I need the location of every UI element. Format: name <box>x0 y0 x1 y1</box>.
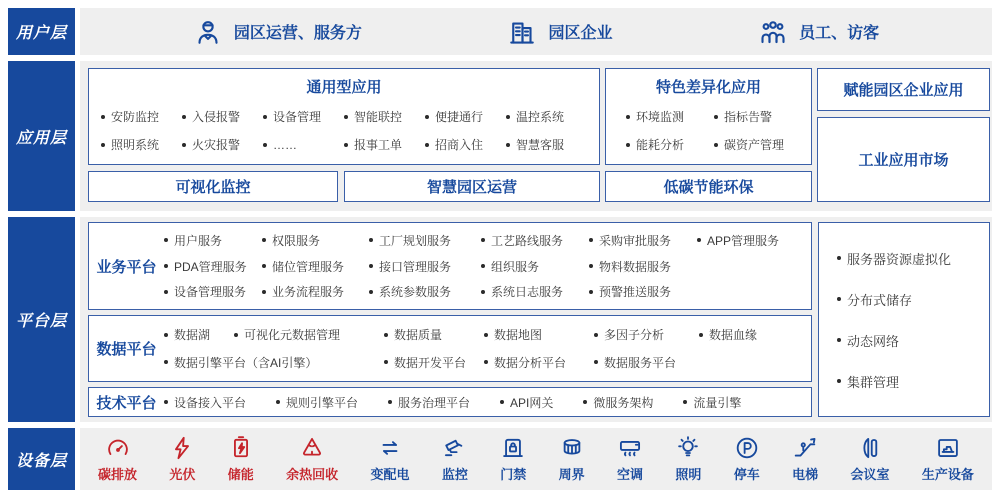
bullet-label: 分布式储存 <box>847 292 913 308</box>
bullet-label: 流量引擎 <box>693 395 742 410</box>
bullet-dot-icon <box>500 400 504 404</box>
bullet-label: 数据湖 <box>174 328 211 343</box>
user-group <box>193 17 362 47</box>
bullet-dot-icon <box>388 400 392 404</box>
bullet-label: …… <box>273 137 297 152</box>
bullet-item <box>182 108 263 125</box>
carbon-gauge-icon <box>105 435 131 461</box>
device-item <box>792 435 818 483</box>
bullet-dot-icon <box>369 238 373 242</box>
device-layer-band <box>8 428 992 490</box>
bullet-dot-icon <box>262 264 266 268</box>
bullet-label: 可视化元数据管理 <box>244 328 341 343</box>
platform-layer-band <box>8 217 992 422</box>
bullet-item <box>384 326 484 343</box>
device-label: 余热回收 <box>286 467 339 482</box>
bullet-dot-icon <box>589 264 593 268</box>
bullet-item <box>506 136 587 153</box>
bullet-item <box>262 232 369 249</box>
bullet-item <box>626 108 714 125</box>
device-item <box>98 435 137 483</box>
perimeter-icon <box>559 435 585 461</box>
bullet-dot-icon <box>101 115 105 119</box>
bullet-item <box>589 232 697 249</box>
business-row-1 <box>164 232 811 249</box>
bullet-label: 系统参数服务 <box>379 285 452 300</box>
bullet-item <box>714 136 811 153</box>
bullet-dot-icon <box>344 115 348 119</box>
smart-park-operation-banner: 智慧园区运营 <box>344 171 600 202</box>
bullet-item <box>506 108 587 125</box>
bullet-item <box>263 138 344 152</box>
bullet-dot-icon <box>837 338 841 342</box>
device-label: 碳排放 <box>98 467 138 482</box>
bullet-label: 环境监测 <box>636 110 685 124</box>
bullet-label: 采购审批服务 <box>599 233 672 248</box>
bullet-label: 入侵报警 <box>192 110 241 124</box>
bullet-label: PDA管理服务 <box>174 259 247 274</box>
bullet-item <box>425 108 506 125</box>
bullet-label: 招商入住 <box>435 138 484 152</box>
bullet-item <box>164 258 262 275</box>
device-label: 门禁 <box>500 467 527 482</box>
device-layer-label: 设备层 <box>8 428 75 490</box>
bullet-item <box>714 108 811 125</box>
device-label: 照明 <box>675 467 702 482</box>
battery-storage-icon <box>228 435 254 461</box>
bullet-label: 数据质量 <box>394 328 443 343</box>
production-equipment-icon <box>935 435 961 461</box>
bullet-item <box>164 232 262 249</box>
device-item <box>675 435 701 483</box>
bullet-dot-icon <box>101 143 105 147</box>
bullet-label: 接口管理服务 <box>379 259 452 274</box>
bullet-item <box>484 354 594 371</box>
bullet-label: 指标告警 <box>724 110 773 124</box>
bullet-dot-icon <box>164 238 168 242</box>
bullet-label: 规则引擎平台 <box>286 395 359 410</box>
data-row-2 <box>164 354 811 371</box>
device-label: 监控 <box>441 467 468 482</box>
solar-bolt-icon <box>169 435 195 461</box>
platform-layer-content <box>80 217 992 422</box>
bullet-dot-icon <box>626 143 630 147</box>
visual-monitoring-banner: 可视化监控 <box>88 171 338 202</box>
bullet-dot-icon <box>262 290 266 294</box>
bullet-item <box>369 283 481 300</box>
bullet-dot-icon <box>714 143 718 147</box>
access-lock-icon <box>500 435 526 461</box>
app-layer-band <box>8 61 992 211</box>
device-item <box>286 435 338 483</box>
bullet-label: 集群管理 <box>847 374 900 390</box>
bullet-label: 火灾报警 <box>192 138 241 152</box>
special-apps-rows <box>606 97 811 164</box>
bullet-dot-icon <box>837 379 841 383</box>
bullet-dot-icon <box>425 115 429 119</box>
bullet-item <box>344 108 425 125</box>
bullet-dot-icon <box>626 115 630 119</box>
bullet-dot-icon <box>484 360 488 364</box>
bullet-dot-icon <box>425 143 429 147</box>
power-transfer-icon <box>377 435 403 461</box>
bullet-item <box>697 232 811 249</box>
tech-platform-title: 技术平台 <box>96 394 157 412</box>
lighting-icon <box>675 435 701 461</box>
bullet-item <box>837 290 989 309</box>
device-label: 储能 <box>227 467 254 482</box>
bullet-label: 动态网络 <box>847 333 900 349</box>
bullet-label: 设备管理服务 <box>174 285 247 300</box>
empower-enterprise-box: 赋能园区企业应用 <box>817 68 990 111</box>
bullet-dot-icon <box>837 256 841 260</box>
bullet-dot-icon <box>506 115 510 119</box>
device-item <box>851 435 890 483</box>
general-apps-box <box>88 68 600 165</box>
bullet-label: 设备接入平台 <box>174 395 247 410</box>
app-layer-content <box>80 61 992 211</box>
user-groups <box>80 8 992 55</box>
device-label: 空调 <box>617 467 644 482</box>
business-row-3 <box>164 283 811 300</box>
bullet-dot-icon <box>384 360 388 364</box>
bullet-item <box>481 232 589 249</box>
user-group-label: 员工、访客 <box>799 25 880 42</box>
bullet-dot-icon <box>589 238 593 242</box>
bullet-label: 工艺路线服务 <box>491 233 564 248</box>
bullet-dot-icon <box>714 115 718 119</box>
bullet-item <box>263 108 344 125</box>
bullet-dot-icon <box>164 400 168 404</box>
bullet-dot-icon <box>182 115 186 119</box>
tech-platform-box <box>88 387 812 417</box>
device-label: 会议室 <box>850 467 890 482</box>
bullet-label: APP管理服务 <box>707 233 780 248</box>
general-apps-rows <box>89 97 599 164</box>
business-platform-title: 业务平台 <box>96 258 157 276</box>
bullet-label: 数据地图 <box>494 328 543 343</box>
bullet-label: 系统日志服务 <box>491 285 564 300</box>
air-conditioner-icon <box>617 435 643 461</box>
general-apps-row-1 <box>89 108 599 125</box>
bullet-item <box>384 354 484 371</box>
bullet-label: 便捷通行 <box>435 110 484 124</box>
platform-layer-label: 平台层 <box>8 217 75 422</box>
bullet-dot-icon <box>344 143 348 147</box>
bullet-dot-icon <box>369 290 373 294</box>
bullet-item <box>164 394 246 411</box>
bullet-item <box>589 258 697 275</box>
bullet-item <box>484 326 594 343</box>
bullet-item <box>164 283 262 300</box>
user-layer-band <box>8 8 992 55</box>
device-item <box>169 435 195 483</box>
bullet-dot-icon <box>589 290 593 294</box>
bullet-item <box>369 258 481 275</box>
bullet-dot-icon <box>683 400 687 404</box>
industrial-app-market-box: 工业应用市场 <box>817 117 990 202</box>
bullet-label: 业务流程服务 <box>272 285 345 300</box>
bullet-label: 工厂规划服务 <box>379 233 452 248</box>
bullet-item <box>182 136 263 153</box>
bullet-item <box>594 354 699 371</box>
bullet-label: 数据引擎平台（含AI引擎） <box>174 355 318 370</box>
bullet-item <box>699 326 811 343</box>
device-item <box>371 435 410 483</box>
bullet-item <box>164 326 234 343</box>
bullet-item <box>101 108 182 125</box>
heat-recycle-icon <box>299 435 325 461</box>
bullet-dot-icon <box>594 360 598 364</box>
device-item <box>228 435 254 483</box>
user-group <box>758 17 879 47</box>
data-platform-rows <box>164 316 811 381</box>
bullet-dot-icon <box>481 264 485 268</box>
bullet-item <box>388 394 470 411</box>
app-banner-group <box>88 171 600 202</box>
bullet-item <box>344 136 425 153</box>
cctv-icon <box>442 435 468 461</box>
bullet-label: 组织服务 <box>491 259 540 274</box>
bullet-dot-icon <box>182 143 186 147</box>
infrastructure-box <box>818 222 990 417</box>
bullet-item <box>234 326 384 343</box>
device-item <box>617 435 643 483</box>
bullet-dot-icon <box>234 333 238 337</box>
bullet-label: 数据开发平台 <box>394 355 467 370</box>
bullet-label: 储位管理服务 <box>272 259 345 274</box>
bullet-item <box>481 258 589 275</box>
bullet-item <box>837 372 989 391</box>
business-platform-box <box>88 222 812 310</box>
bullet-dot-icon <box>263 143 267 147</box>
bullet-dot-icon <box>369 264 373 268</box>
bullet-item <box>626 136 714 153</box>
user-group <box>507 17 612 47</box>
bullet-label: 能耗分析 <box>636 138 685 152</box>
bullet-label: 温控系统 <box>516 110 565 124</box>
bullet-label: API网关 <box>510 395 554 410</box>
bullet-item <box>262 258 369 275</box>
bullet-label: 照明系统 <box>111 138 160 152</box>
bullet-item <box>500 394 553 411</box>
app-layer-label: 应用层 <box>8 61 75 211</box>
bullet-item <box>262 283 369 300</box>
bullet-item <box>425 136 506 153</box>
bullet-dot-icon <box>594 333 598 337</box>
data-row-1 <box>164 326 811 343</box>
special-apps-box <box>605 68 812 165</box>
parking-icon <box>734 435 760 461</box>
device-item <box>734 435 760 483</box>
bullet-label: 数据分析平台 <box>494 355 567 370</box>
bullet-label: 预警推送服务 <box>599 285 672 300</box>
device-label: 生产设备 <box>921 467 974 482</box>
visitors-icon <box>758 17 788 47</box>
bullet-dot-icon <box>699 333 703 337</box>
bullet-label: 微服务架构 <box>593 395 654 410</box>
bullet-label: 物料数据服务 <box>599 259 672 274</box>
bullet-item <box>276 394 358 411</box>
bullet-dot-icon <box>583 400 587 404</box>
operator-icon <box>193 17 223 47</box>
bullet-dot-icon <box>164 290 168 294</box>
general-apps-title: 通用型应用 <box>306 79 382 96</box>
user-group-label: 园区企业 <box>548 25 613 42</box>
bullet-item <box>101 136 182 153</box>
device-item <box>559 435 585 483</box>
bullet-label: 报事工单 <box>354 138 403 152</box>
meeting-room-icon <box>857 435 883 461</box>
bullet-item <box>583 394 653 411</box>
bullet-item <box>481 283 589 300</box>
device-label: 变配电 <box>370 467 410 482</box>
bullet-item <box>683 394 741 411</box>
special-apps-title: 特色差异化应用 <box>655 79 761 96</box>
bullet-label: 权限服务 <box>272 233 321 248</box>
user-layer-label: 用户层 <box>8 8 75 55</box>
bullet-dot-icon <box>164 360 168 364</box>
bullet-item <box>589 283 697 300</box>
bullet-label: 安防监控 <box>111 110 160 124</box>
tech-platform-items <box>164 394 741 411</box>
building-icon <box>507 17 537 47</box>
data-platform-title: 数据平台 <box>96 341 157 358</box>
bullet-dot-icon <box>262 238 266 242</box>
bullet-label: 数据服务平台 <box>604 355 677 370</box>
device-label: 电梯 <box>792 467 819 482</box>
bullet-label: 设备管理 <box>273 110 322 124</box>
device-item <box>442 435 468 483</box>
bullet-dot-icon <box>384 333 388 337</box>
user-group-label: 园区运营、服务方 <box>233 25 362 42</box>
business-platform-rows <box>164 223 811 309</box>
special-apps-row-2 <box>606 136 811 153</box>
bullet-dot-icon <box>164 264 168 268</box>
bullet-label: 用户服务 <box>174 233 223 248</box>
bullet-dot-icon <box>837 297 841 301</box>
device-item <box>500 435 526 483</box>
bullet-item <box>837 331 989 350</box>
bullet-item <box>164 354 384 371</box>
device-label: 周界 <box>558 467 585 482</box>
bullet-item <box>837 249 989 268</box>
bullet-label: 服务治理平台 <box>398 395 471 410</box>
bullet-label: 智慧客服 <box>516 138 565 152</box>
bullet-item <box>594 326 699 343</box>
bullet-label: 多因子分析 <box>604 328 665 343</box>
special-apps-row-1 <box>606 108 811 125</box>
bullet-dot-icon <box>484 333 488 337</box>
data-platform-box <box>88 315 812 382</box>
escalator-icon <box>792 435 818 461</box>
bullet-dot-icon <box>506 143 510 147</box>
bullet-dot-icon <box>263 115 267 119</box>
app-right-column <box>817 68 990 202</box>
device-label: 停车 <box>733 467 760 482</box>
bullet-dot-icon <box>697 238 701 242</box>
bullet-dot-icon <box>164 333 168 337</box>
bullet-label: 智能联控 <box>354 110 403 124</box>
bullet-label: 碳资产管理 <box>724 138 785 152</box>
device-item <box>922 435 974 483</box>
bullet-dot-icon <box>481 290 485 294</box>
bullet-label: 数据血缘 <box>709 328 758 343</box>
bullet-label: 服务器资源虚拟化 <box>847 251 952 267</box>
business-row-2 <box>164 258 811 275</box>
low-carbon-banner: 低碳节能环保 <box>605 171 812 202</box>
general-apps-row-2 <box>89 136 599 153</box>
bullet-dot-icon <box>481 238 485 242</box>
bullet-dot-icon <box>276 400 280 404</box>
bullet-item <box>369 232 481 249</box>
device-items <box>80 428 992 490</box>
device-label: 光伏 <box>169 467 196 482</box>
